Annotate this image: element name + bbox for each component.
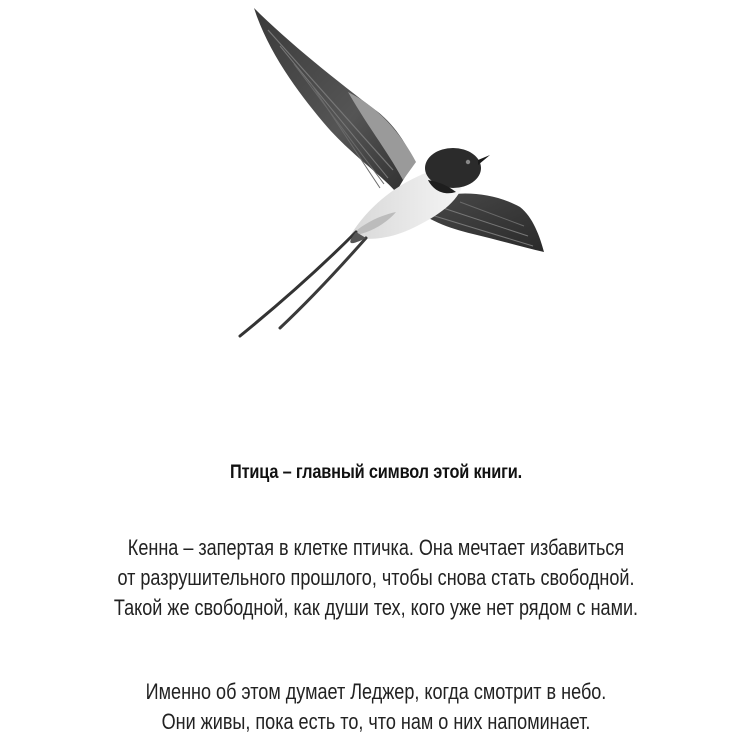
paragraph-line: Они живы, пока есть то, что нам о них напоминает. [161, 709, 591, 734]
paragraph-kenna [68, 533, 685, 623]
swallow-illustration [228, 2, 558, 342]
section-heading: Птица – главный символ этой книги. [230, 462, 522, 483]
paragraph-ledger [68, 677, 685, 737]
paragraph-line: Именно об этом думает Леджер, когда смотрит в небо. [145, 679, 607, 704]
paragraph-line: Такой же свободной, как души тех, кого уже нет рядом с нами. [113, 595, 639, 620]
swallow-icon [228, 2, 558, 342]
paragraph-line: от разрушительного прошлого, чтобы снова стать свободной. [117, 565, 635, 590]
paragraph-line: Кенна – запертая в клетке птичка. Она мечтает избавиться [127, 535, 625, 560]
